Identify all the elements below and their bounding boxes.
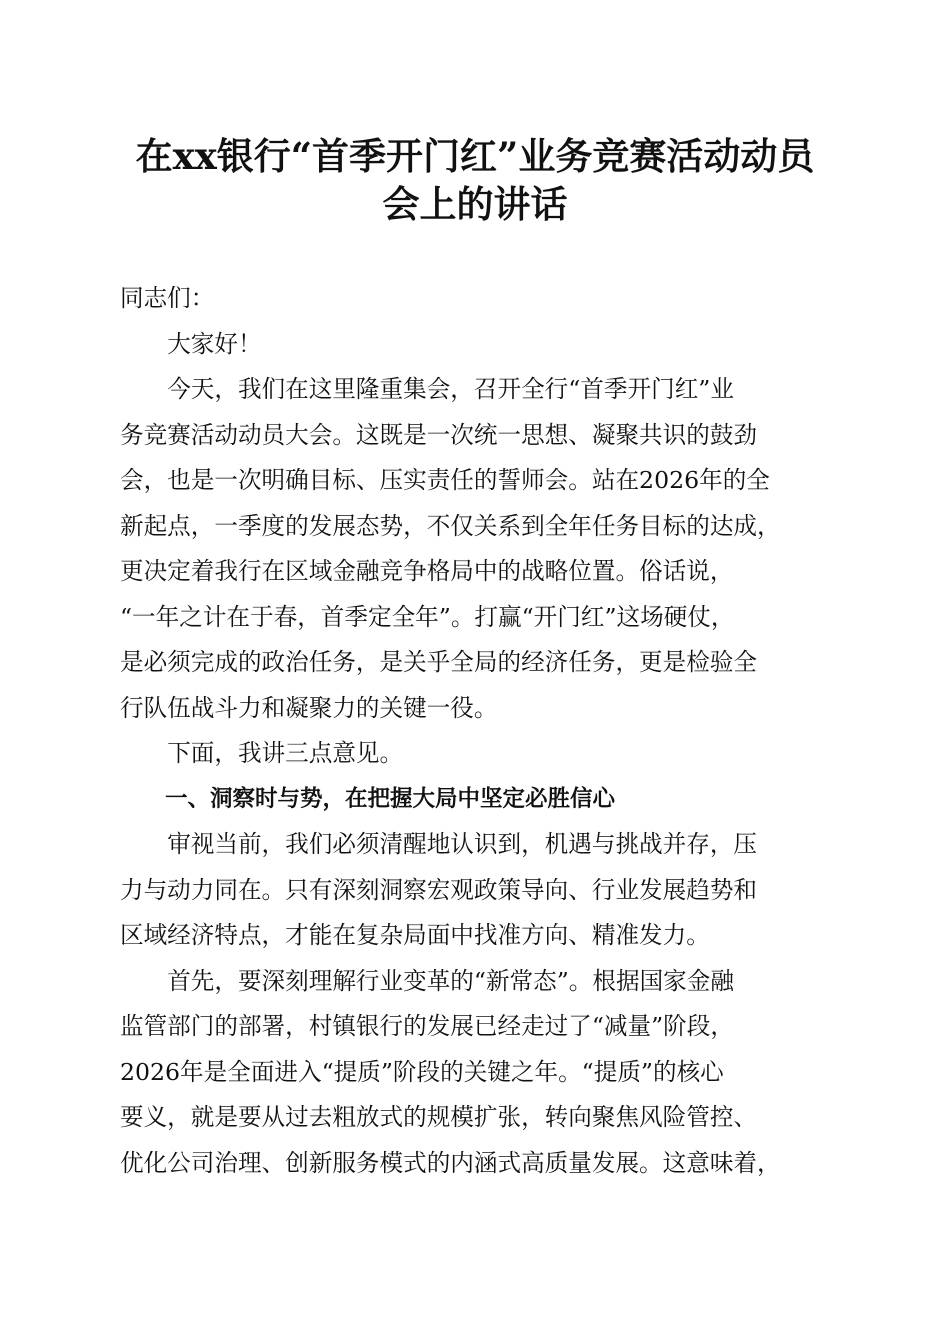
text-line: 是必须完成的政治任务，是关乎全局的经济任务，更是检验全 xyxy=(120,648,758,676)
text-line: 更决定着我行在区域金融竞争格局中的战略位置。俗话说， xyxy=(120,557,734,585)
text-line: 要义，就是要从过去粗放式的规模扩张，转向聚焦风险管控、 xyxy=(120,1103,758,1131)
section-heading-1: 一、洞察时与势，在把握大局中坚定必胜信心 xyxy=(165,785,616,812)
text-line: “一年之计在于春，首季定全年”。打赢“开门红”这场硬仗， xyxy=(120,602,735,631)
text-line: 会，也是一次明确目标、压实责任的誓师会。站在2026年的全 xyxy=(120,466,770,494)
text-line: 区域经济特点，才能在复杂局面中找准方向、精准发力。 xyxy=(120,921,710,949)
document-body xyxy=(120,276,836,1186)
text-line: 首先，要深刻理解行业变革的“新常态”。根据国家金融 xyxy=(167,966,734,995)
paragraph-situation xyxy=(120,822,836,959)
greeting: 同志们： xyxy=(120,284,215,312)
paragraph-intro-points: 下面，我讲三点意见。 xyxy=(167,739,404,767)
title-line-1: 在xx银行“首季开门红”业务竞赛活动动员 xyxy=(135,134,815,178)
paragraph-opening xyxy=(120,367,836,731)
text-line: 优化公司治理、创新服务模式的内涵式高质量发展。这意味着， xyxy=(120,1148,781,1177)
text-line: 2026年是全面进入“提质”阶段的关键之年。“提质”的核心 xyxy=(120,1057,724,1086)
text-line: 力与动力同在。只有深刻洞察宏观政策导向、行业发展趋势和 xyxy=(120,875,758,904)
paragraph-first-point xyxy=(120,959,836,1187)
text-line: 行队伍战斗力和凝聚力的关键一役。 xyxy=(120,693,498,722)
text-line: 审视当前，我们必须清醒地认识到，机遇与挑战并存，压 xyxy=(167,830,758,858)
text-line: 监管部门的部署，村镇银行的发展已经走过了“减量”阶段， xyxy=(120,1012,734,1040)
title-line-2: 会上的讲话 xyxy=(382,182,568,226)
text-line: 务竞赛活动动员大会。这既是一次统一思想、凝聚共识的鼓劲 xyxy=(120,420,758,449)
text-line: 新起点，一季度的发展态势，不仅关系到全年任务目标的达成， xyxy=(120,511,781,540)
document-title xyxy=(100,132,850,228)
text-line: 今天，我们在这里隆重集会，召开全行“首季开门红”业 xyxy=(167,375,734,403)
paragraph-hello: 大家好！ xyxy=(167,329,262,358)
